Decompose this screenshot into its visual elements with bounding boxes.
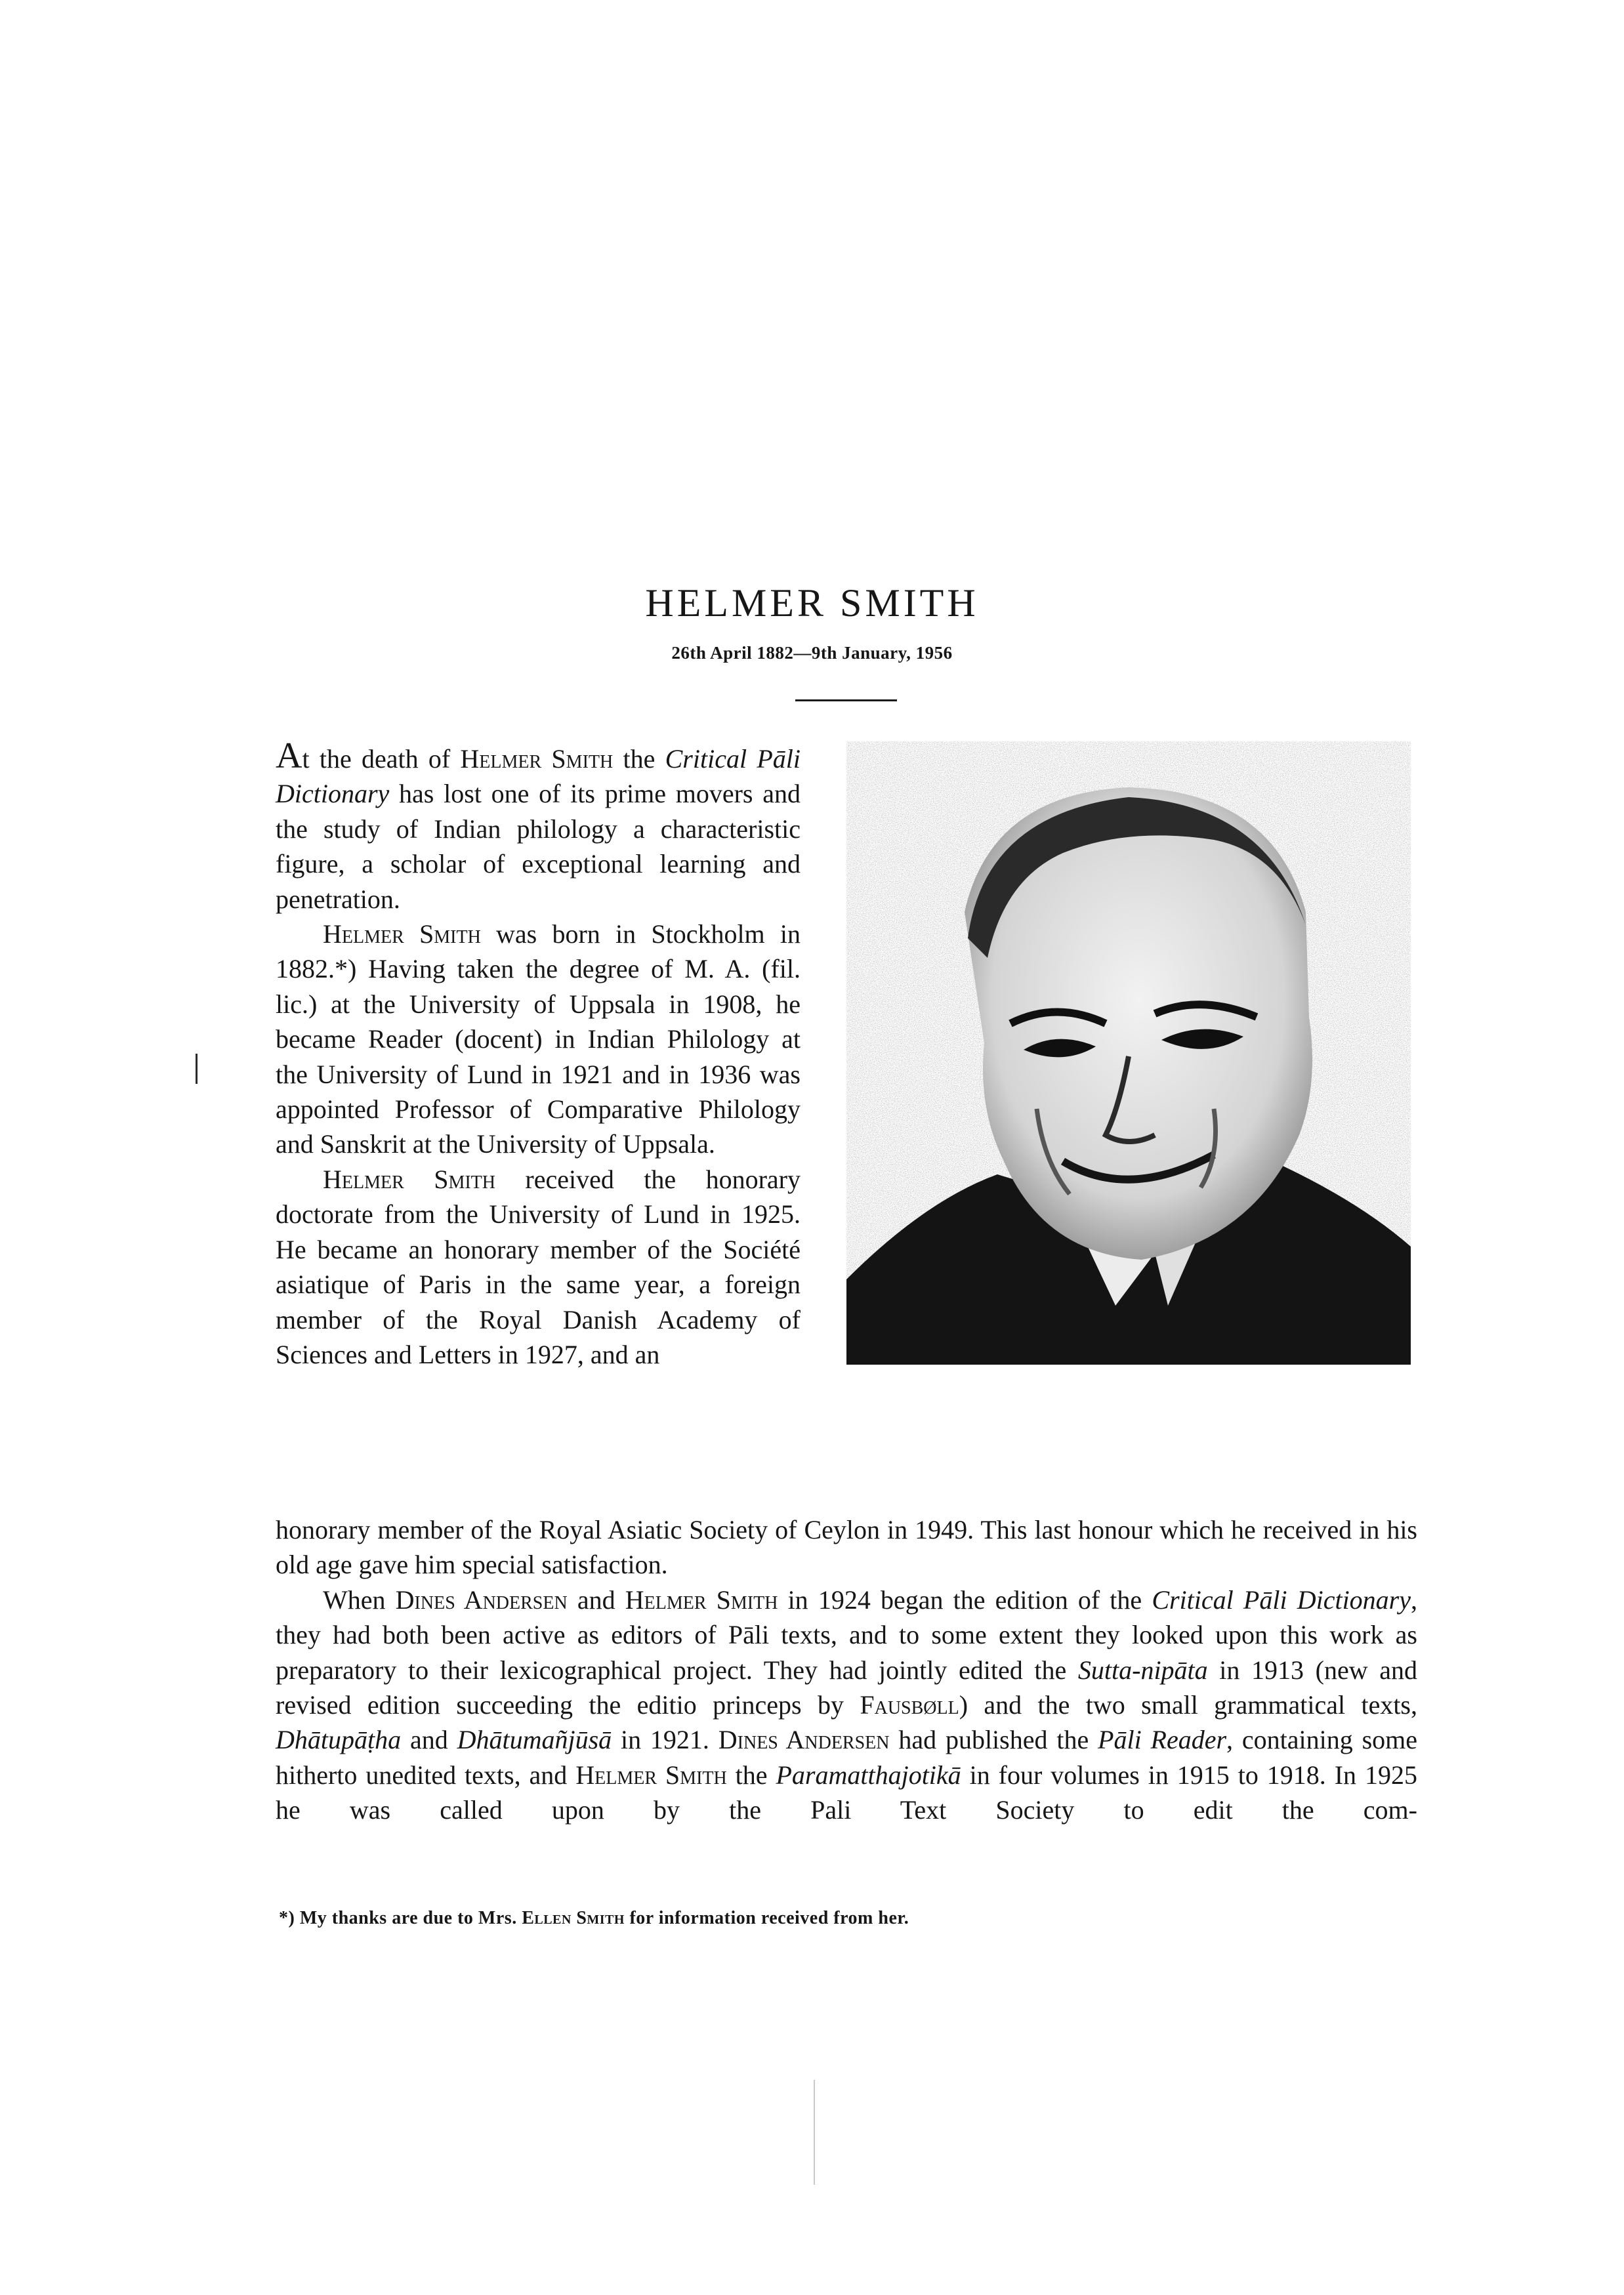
person-name: Helmer Smith [323, 919, 481, 949]
life-dates: 26th April 1882—9th January, 1956 [671, 643, 953, 663]
work-title: Dhātupāṭha [276, 1725, 402, 1755]
work-title: Critical Pāli Dictionary [1152, 1584, 1411, 1615]
full-width-text [276, 1512, 1417, 1828]
initial-letter: A [276, 735, 302, 776]
person-name: Dines Andersen [718, 1725, 890, 1755]
scan-mark [196, 1054, 198, 1084]
work-title: Sutta-nipāta [1077, 1655, 1208, 1685]
person-name: Helmer Smith [323, 1164, 495, 1194]
paragraph-3-continued: honorary member of the Royal Asiatic Society of Ceylon in 1949. This last honour which he received in his old age gave him special satisfaction. [276, 1515, 1417, 1580]
wrapped-text-column [276, 735, 801, 1372]
work-title: Critical Pāli Dictionary [276, 744, 801, 809]
person-name: Ellen Smith [522, 1908, 625, 1928]
work-title: Pāli Reader [1098, 1725, 1227, 1755]
paragraph-3: Helmer Smith received the honorary doctorate from the University of Lund in 1925. He became an honorary member of the Société asiatique of Paris in the same year, a foreign member of the Royal Danish Academy of Sciences and Letters in 1927, and an [276, 1164, 801, 1369]
paragraph-2: Helmer Smith was born in Stockholm in 1882.*) Having taken the degree of M. A. (fil. lic.) at the University of Uppsala in 1908, he became Reader (docent) in Indian Philology at the University of Lund in 1921 and in 1936 was appointed Professor of Comparative Philology and Sanskrit at the University of Uppsala. [276, 919, 801, 1159]
person-name: Fausbøll [860, 1690, 959, 1720]
work-title: Paramatthajotikā [776, 1760, 961, 1790]
person-name: Helmer Smith [460, 744, 614, 774]
person-name: Helmer Smith [625, 1584, 778, 1615]
title-rule [795, 699, 897, 701]
paragraph-4: When Dines Andersen and Helmer Smith in 1924 began the edition of the Critical Pāli Dictionary, they had both been active as editors of Pāli texts, and to some extent they looked upon this work as preparatory to their lexicographical project. They had jointly edited the Sutta-nipāta in 1913 (new and revised edition succeeding the editio princeps by Fausbøll) and the two small grammatical texts, Dhātupāṭha and Dhātumañjūsā in 1921. Dines Andersen had published the Pāli Reader, containing some hitherto unedited texts, and Helmer Smith the Paramatthajotikā in four volumes in 1915 to 1918. In 1925 he was called upon by the Pali Text Society to edit the com- [276, 1584, 1418, 1825]
page-title: HELMER SMITH [645, 581, 979, 625]
paragraph-1: At the death of Helmer Smith the Critical Pāli Dictionary has lost one of its prime movers and the study of Indian philology a characteristic figure, a scholar of exceptional learning and penetration. [276, 735, 801, 914]
scan-mark [814, 2080, 815, 2185]
work-title: Dhātumañjūsā [457, 1725, 612, 1755]
person-name: Helmer Smith [575, 1760, 727, 1790]
person-name: Dines Andersen [395, 1584, 568, 1615]
footnote: *) My thanks are due to Mrs. Ellen Smith for information received from her. [279, 1908, 909, 1928]
portrait-photo [846, 741, 1411, 1453]
